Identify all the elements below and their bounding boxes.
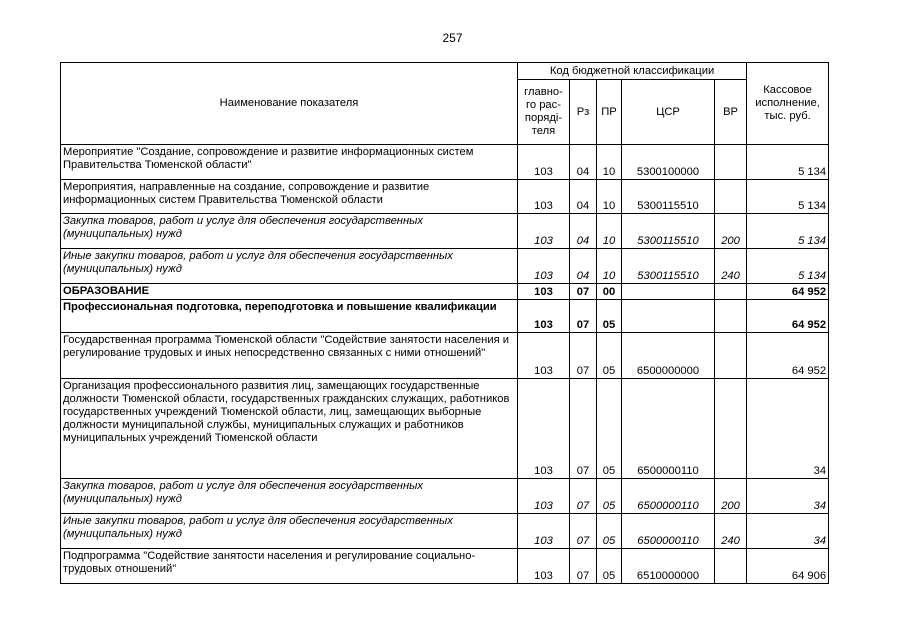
row-rz: 07	[570, 514, 597, 549]
header-row-group	[61, 63, 829, 80]
row-glavn: 103	[518, 214, 570, 249]
row-glavn: 103	[518, 284, 570, 300]
table-row	[61, 379, 829, 479]
row-glavn: 103	[518, 479, 570, 514]
row-csr: 5300115510	[622, 180, 715, 214]
row-amount: 34	[747, 514, 829, 549]
row-rz: 04	[570, 180, 597, 214]
row-rz: 07	[570, 284, 597, 300]
row-name: Профессиональная подготовка, переподготовка и повышение квалификации	[61, 300, 518, 333]
table-row	[61, 284, 829, 300]
table-row	[61, 249, 829, 284]
table-row	[61, 514, 829, 549]
row-pr: 05	[597, 333, 622, 379]
row-amount: 64 952	[747, 333, 829, 379]
row-vr	[715, 333, 747, 379]
row-vr: 200	[715, 479, 747, 514]
row-csr: 6500000110	[622, 379, 715, 479]
header-glavn: главно-го рас-порядi-теля	[518, 80, 570, 145]
row-pr: 05	[597, 514, 622, 549]
row-glavn: 103	[518, 249, 570, 284]
row-amount: 64 952	[747, 284, 829, 300]
row-name: Государственная программа Тюменской области "Содействие занятости населения и регулирование трудовых и иных непосредственно связанных с ними отношений"	[61, 333, 518, 379]
row-vr	[715, 379, 747, 479]
row-csr: 6510000000	[622, 549, 715, 584]
row-csr: 6500000000	[622, 333, 715, 379]
row-vr	[715, 180, 747, 214]
row-rz: 07	[570, 549, 597, 584]
row-rz: 07	[570, 379, 597, 479]
row-vr: 200	[715, 214, 747, 249]
row-pr: 10	[597, 214, 622, 249]
row-amount: 5 134	[747, 214, 829, 249]
row-name: Организация профессионального развития лиц, замещающих государственные должности Тюменской области, государственных гражданских служащих, работников государственных учреждений Тюменской области, лиц, замещающих выборные должности муниципальной службы, муниципальных служащих и работников муниципальных учреждений Тюменской области	[61, 379, 518, 479]
row-amount: 64 952	[747, 300, 829, 333]
row-glavn: 103	[518, 145, 570, 180]
header-amount: Кассовое исполнение, тыс. руб.	[747, 63, 829, 145]
row-csr: 5300115510	[622, 249, 715, 284]
row-name: Мероприятия, направленные на создание, сопровождение и развитие информационных систем Правительства Тюменской области	[61, 180, 518, 214]
row-name: ОБРАЗОВАНИЕ	[61, 284, 518, 300]
row-csr: 6500000110	[622, 514, 715, 549]
table-row	[61, 145, 829, 180]
row-rz: 07	[570, 333, 597, 379]
table-row	[61, 333, 829, 379]
row-glavn: 103	[518, 333, 570, 379]
row-csr: 6500000110	[622, 479, 715, 514]
row-glavn: 103	[518, 379, 570, 479]
row-csr	[622, 284, 715, 300]
row-name: Закупка товаров, работ и услуг для обеспечения государственных (муниципальных) нужд	[61, 214, 518, 249]
row-name: Закупка товаров, работ и услуг для обеспечения государственных (муниципальных) нужд	[61, 479, 518, 514]
row-amount: 64 906	[747, 549, 829, 584]
row-amount: 5 134	[747, 180, 829, 214]
row-pr: 10	[597, 180, 622, 214]
budget-table	[60, 62, 829, 584]
row-rz: 04	[570, 145, 597, 180]
row-name: Иные закупки товаров, работ и услуг для обеспечения государственных (муниципальных) нужд	[61, 249, 518, 284]
row-glavn: 103	[518, 549, 570, 584]
row-glavn: 103	[518, 300, 570, 333]
row-vr: 240	[715, 249, 747, 284]
header-code-group: Код бюджетной классификации	[518, 63, 747, 80]
row-rz: 07	[570, 300, 597, 333]
table-body	[61, 145, 829, 584]
row-name: Иные закупки товаров, работ и услуг для обеспечения государственных (муниципальных) нужд	[61, 514, 518, 549]
row-name: Подпрограмма "Содействие занятости населения и регулирование социально-трудовых отношений"	[61, 549, 518, 584]
row-rz: 04	[570, 249, 597, 284]
row-vr	[715, 284, 747, 300]
row-pr: 05	[597, 479, 622, 514]
table-row	[61, 180, 829, 214]
row-amount: 5 134	[747, 249, 829, 284]
row-vr	[715, 145, 747, 180]
row-amount: 5 134	[747, 145, 829, 180]
row-pr: 05	[597, 300, 622, 333]
table-row	[61, 479, 829, 514]
row-vr	[715, 549, 747, 584]
table-row	[61, 549, 829, 584]
header-rz: Рз	[570, 80, 597, 145]
row-pr: 05	[597, 549, 622, 584]
row-pr: 10	[597, 145, 622, 180]
header-csr: ЦСР	[622, 80, 715, 145]
table-row	[61, 300, 829, 333]
row-pr: 10	[597, 249, 622, 284]
row-vr: 240	[715, 514, 747, 549]
row-rz: 04	[570, 214, 597, 249]
row-amount: 34	[747, 379, 829, 479]
header-vr: ВР	[715, 80, 747, 145]
row-glavn: 103	[518, 514, 570, 549]
row-vr	[715, 300, 747, 333]
row-glavn: 103	[518, 180, 570, 214]
row-name: Мероприятие "Создание, сопровождение и развитие информационных систем Правительства Тюменской области"	[61, 145, 518, 180]
row-pr: 00	[597, 284, 622, 300]
row-pr: 05	[597, 379, 622, 479]
row-amount: 34	[747, 479, 829, 514]
page-number: 257	[442, 31, 463, 45]
row-csr: 5300115510	[622, 214, 715, 249]
table-row	[61, 214, 829, 249]
row-rz: 07	[570, 479, 597, 514]
row-csr	[622, 300, 715, 333]
row-csr: 5300100000	[622, 145, 715, 180]
header-pr: ПР	[597, 80, 622, 145]
header-name: Наименование показателя	[61, 63, 518, 145]
